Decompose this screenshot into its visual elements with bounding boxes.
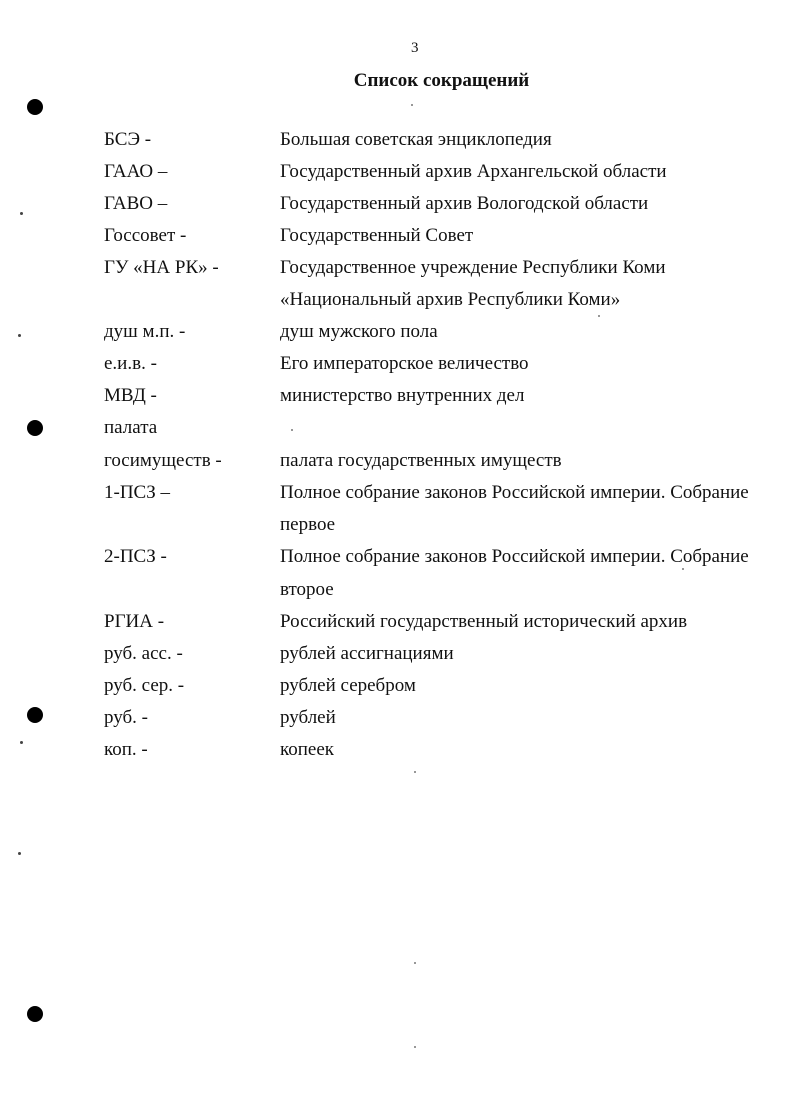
abbreviation-definition: Государственный архив Архангельской области xyxy=(280,161,667,182)
abbreviation-term: Госсовет - xyxy=(104,225,187,246)
abbreviation-term: БСЭ - xyxy=(104,129,152,150)
page-title: Список сокращений xyxy=(353,70,530,91)
abbreviation-definition: «Национальный архив Республики Коми» xyxy=(280,289,621,310)
abbreviation-definition: второе xyxy=(280,579,334,600)
abbreviation-term: 2-ПСЗ - xyxy=(104,546,167,567)
scan-speck xyxy=(18,852,21,855)
scan-speck xyxy=(411,104,413,106)
punch-hole-mark xyxy=(27,420,43,436)
abbreviation-definition: копеек xyxy=(280,739,335,760)
abbreviation-term: 1-ПСЗ – xyxy=(104,482,170,503)
scan-speck xyxy=(414,1046,416,1048)
abbreviation-definition: рублей ассигнациями xyxy=(280,643,454,664)
scan-speck xyxy=(291,429,293,431)
punch-hole-mark xyxy=(27,99,43,115)
scan-speck xyxy=(20,741,23,744)
abbreviation-term: ГААО – xyxy=(104,161,168,182)
abbreviation-definition: Полное собрание законов Российской империи. Собрание xyxy=(280,546,749,567)
abbreviation-term: ГАВО – xyxy=(104,193,168,214)
abbreviation-definition: Государственный архив Вологодской области xyxy=(280,193,649,214)
abbreviation-definition: палата государственных имуществ xyxy=(280,450,562,471)
abbreviation-term: ГУ «НА РК» - xyxy=(104,257,219,278)
abbreviation-definition: Большая советская энциклопедия xyxy=(280,129,552,150)
scan-speck xyxy=(414,771,416,773)
punch-hole-mark xyxy=(27,707,43,723)
abbreviation-term: е.и.в. - xyxy=(104,353,157,374)
abbreviation-definition: Государственный Совет xyxy=(280,225,474,246)
abbreviation-term: душ м.п. - xyxy=(104,321,186,342)
abbreviation-term: руб. - xyxy=(104,707,148,728)
abbreviation-term: руб. асс. - xyxy=(104,643,183,664)
abbreviation-definition: душ мужского пола xyxy=(280,321,438,342)
abbreviation-term: палата xyxy=(104,417,158,438)
abbreviation-definition: рублей xyxy=(280,707,336,728)
abbreviation-definition: первое xyxy=(280,514,336,535)
scan-speck xyxy=(414,962,416,964)
scan-speck xyxy=(682,568,684,570)
abbreviation-definition: министерство внутренних дел xyxy=(280,385,525,406)
abbreviation-definition: Российский государственный исторический архив xyxy=(280,611,688,632)
abbreviation-term: коп. - xyxy=(104,739,148,760)
page-number: 3 xyxy=(411,40,419,56)
scan-speck xyxy=(18,334,21,337)
scan-speck xyxy=(598,315,600,317)
abbreviation-definition: Полное собрание законов Российской империи. Собрание xyxy=(280,482,749,503)
abbreviation-term: госимуществ - xyxy=(104,450,222,471)
abbreviation-term: руб. сер. - xyxy=(104,675,185,696)
abbreviation-definition: Его императорское величество xyxy=(280,353,529,374)
abbreviation-term: РГИА - xyxy=(104,611,165,632)
abbreviation-term: МВД - xyxy=(104,385,157,406)
abbreviation-definition: рублей серебром xyxy=(280,675,416,696)
scan-speck xyxy=(20,212,23,215)
abbreviation-definition: Государственное учреждение Республики Коми xyxy=(280,257,666,278)
punch-hole-mark xyxy=(27,1006,43,1022)
